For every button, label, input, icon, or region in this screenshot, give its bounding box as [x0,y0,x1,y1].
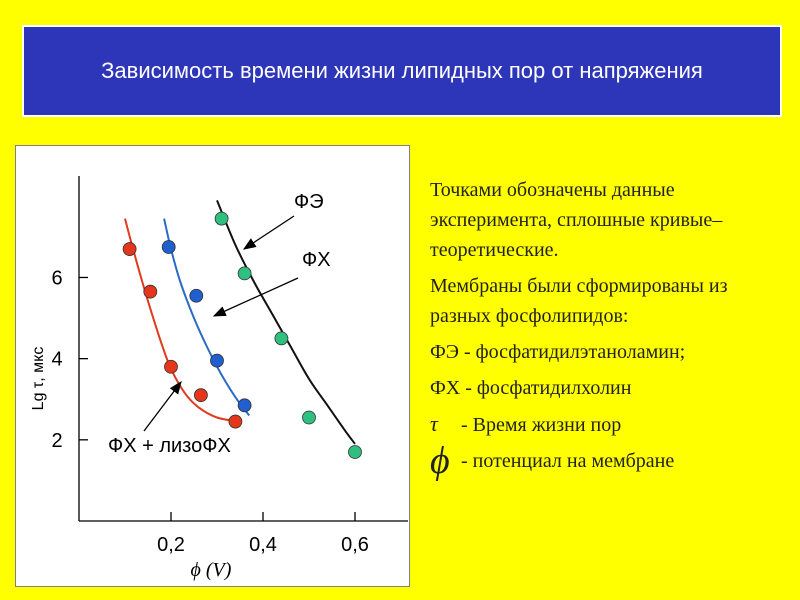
data-point-lyso [229,415,242,428]
slide-title: Зависимость времени жизни липидных пор от напряжения [101,58,703,83]
x-axis-label: ϕ (V) [190,559,232,581]
series-label-lyso: ФХ + лизоФХ [108,435,231,457]
annotation-arrow-lyso [144,382,181,431]
x-tick-label: 0,4 [249,534,277,556]
data-point-pe [215,212,228,225]
tau-definition: - Время жизни пор [456,414,622,436]
pe-definition: ФЭ - фосфатидилэтаноламин; [430,341,686,363]
data-point-lyso [165,360,178,373]
phi-symbol: ϕ [430,440,450,482]
series-label-pe: ФЭ [294,191,324,213]
pc-definition: ФХ - фосфатидилхолин [430,377,632,399]
data-point-pc [211,354,224,367]
annotation-arrow-pe [244,216,294,249]
title-banner [22,25,782,117]
phi-definition: - потенциал на мембране [456,450,675,472]
curve-lyso [125,219,240,422]
phi-definition-line [430,440,790,482]
data-point-pc [190,289,203,302]
data-point-pe [275,332,288,345]
data-point-pe [303,411,316,424]
data-point-lyso [144,285,157,298]
pore-lifetime-chart [16,146,409,586]
note-paragraph: Точками обозначены данные эксперимента, сплошные кривые– теоретические. [430,179,723,261]
series-label-pc: ФХ [302,249,331,271]
data-point-lyso [194,389,207,402]
curve-pe [217,200,355,444]
data-point-pe [238,267,251,280]
y-axis-label: Lg τ, мкс [30,346,47,411]
y-tick-label: 2 [51,429,63,452]
x-tick-label: 0,6 [341,534,369,556]
data-point-lyso [123,243,136,256]
chart-panel [15,145,410,587]
data-point-pe [349,446,362,459]
data-point-pc [238,399,251,412]
y-tick-label: 4 [51,348,63,371]
explanation-text [430,175,790,482]
y-tick-label: 6 [51,267,63,290]
membranes-paragraph: Мембраны были сформированы из разных фосфолипидов: [430,275,728,327]
tau-symbol: τ [430,411,438,436]
data-point-pc [162,241,175,254]
tau-definition-line [430,409,790,440]
x-tick-label: 0,2 [157,534,185,556]
